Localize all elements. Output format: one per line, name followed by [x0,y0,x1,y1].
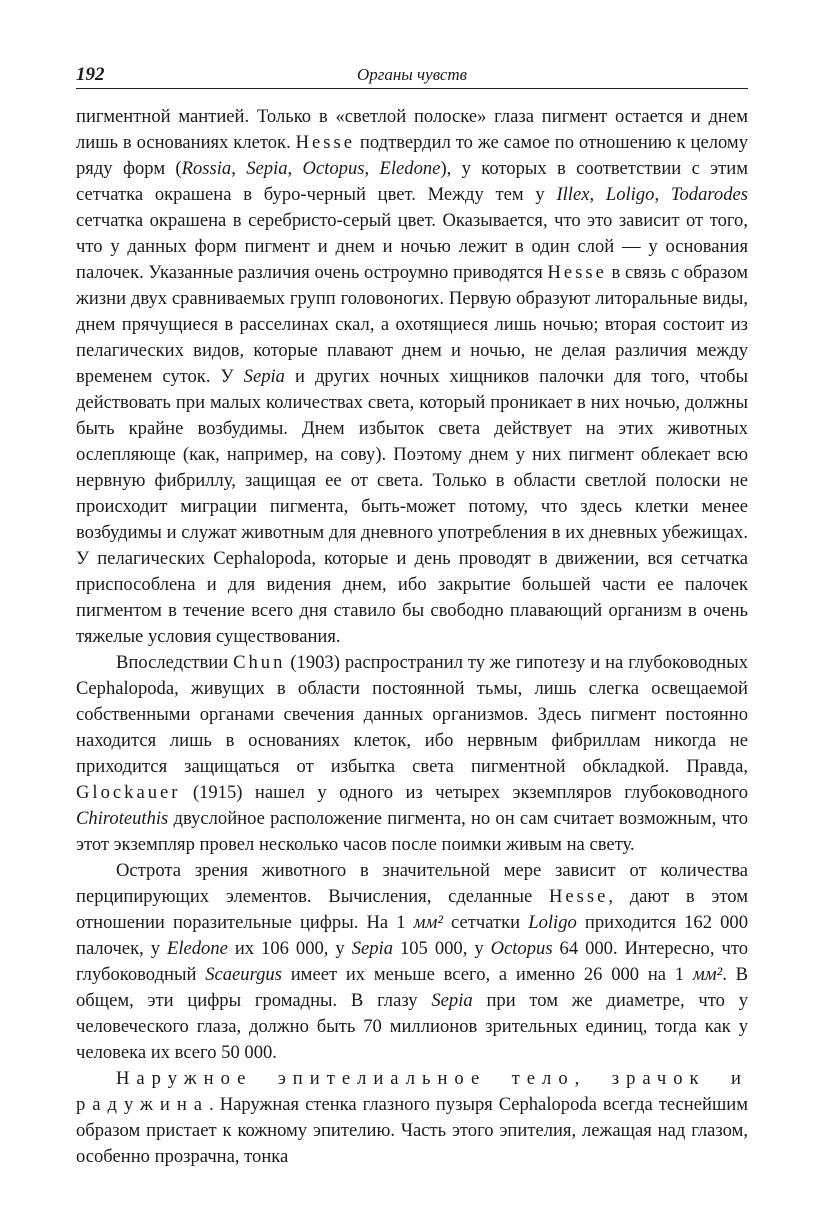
author-name: Hesse [295,132,356,153]
text-run: сетчатки [442,912,529,933]
author-name: Glockauer [76,782,181,803]
text-run: , [654,184,671,205]
italic-term: Chiroteuthis [76,808,169,829]
text-run: подтвердил то же самое по отношению к целому ряду форм ( [76,132,748,179]
text-run: (1915) нашел у одного из четырех экземпляров глубоководного [180,782,748,803]
paragraph [76,104,748,650]
text-run: при том же диаметре, что у человеческого глаза, должно быть 70 миллионов зрительных единиц, тогда как у человека их всего 50 000. [76,990,749,1063]
italic-term: Illex [556,184,590,205]
paragraph [76,650,748,858]
text-run: двуслойное расположение пигмента, но он сам считает возможным, что этот экземпляр провел несколько часов после поимки живым на свету. [76,808,748,855]
page-header [76,62,748,89]
italic-term: Loligo [605,184,655,205]
italic-term: Eledone [379,158,441,179]
text-run: , [589,184,606,205]
author-name: Chun [233,652,286,673]
text-run: . В общем, эти цифры громадны. В глазу [76,964,748,1011]
italic-term: Sepia [243,366,285,387]
italic-term: Rossia [181,158,232,179]
text-run: пигментной мантией. Только в «светлой полоске» глаза пигмент остается и днем лишь в основаниях клеток. [76,106,748,153]
italic-term: Sepia [351,938,393,959]
author-name: Hesse [548,886,609,907]
text-run: , [287,158,303,179]
section-heading: Наружное эпителиальное тело, зрачок и радужина [76,1068,748,1115]
text-run: 64 000. Интересно, что глубоководный [76,938,748,985]
text-run: (1903) распространил ту же гипотезу и на глубоководных Cephalopoda, живущих в области постоянной тьмы, лишь слегка освещаемой собственными органами свечения данных организмов. Здесь пигмент постоянно находится лишь в основаниях клеток, ибо нервным фибриллам никогда не приходится защищаться от избытка света пигментной обкладкой. Правда, [76,652,748,777]
italic-term: Todarodes [670,184,748,205]
text-run: , дают в этом отношении поразительные цифры. На 1 [76,886,748,933]
paragraph [76,858,748,1066]
text-run: Острота зрения животного в значительной мере зависит от количества перципирующих элементов. Вычисления, сделанные [76,860,748,907]
text-run: сетчатка окрашена в серебристо-серый цвет. Оказывается, что это зависит от того, что у данных форм пигмент и днем и ночью лежит в один слой — у основания палочек. Указанные различия очень остроумно приводятся [76,210,748,283]
text-run: , [231,158,247,179]
italic-term: Octopus [302,158,365,179]
italic-term: Loligo [528,912,577,933]
text-run: Впоследствии [116,652,234,673]
italic-term: Scaeurgus [205,964,282,985]
page-number: 192 [76,64,105,85]
paragraph [76,1066,748,1170]
running-title: Органы чувств [356,65,468,84]
text-run: их 106 000, у [227,938,352,959]
italic-term: мм² [692,964,723,985]
body-text [76,104,748,1170]
text-run: имеет их меньше всего, а именно 26 000 на 1 [281,964,693,985]
text-run: и других ночных хищников палочки для того, чтобы действовать при малых количествах света, который проникает в них ночью, должны быть крайне возбудимы. Днем избыток света действует на этих животных ослепляюще (как, например, на сову). Поэтому днем у них пигмент облекает всю нервную фибриллу, защищая ее от света. Только в области светлой полоски не происходит миграции пигмента, быть-может потому, что здесь клетки менее возбудимы и служат животным для дневного употребления в их дневных убежищах. У пелагических Cephalopoda, которые и день проводят в движении, вся сетчатка приспособлена и для видения днем, ибо закрытие большей части ее палочек пигментом в течение всего дня ставило бы свободно плавающий организм в очень тяжелые условия существования. [76,366,749,647]
italic-term: Sepia [431,990,473,1011]
text-run: 105 000, у [393,938,491,959]
text-run: приходится 162 000 палочек, у [76,912,749,959]
italic-term: Eledone [166,938,228,959]
text-run: . Наружная стенка глазного пузыря Cephalopoda всегда теснейшим образом пристает к кожному эпителию. Часть этого эпителия, лежащая над глазом, особенно прозрачна, тонка [76,1094,748,1167]
italic-term: Octopus [490,938,553,959]
italic-term: Sepia [246,158,288,179]
text-run: в связь с образом жизни двух сравниваемых групп головоногих. Первую образуют литоральные виды, днем прячущиеся в расселинах скал, а охотящиеся лишь ночью; вторая состоит из пелагических видов, которые плавают днем и ночью, не делая различия между временем суток. У [76,262,748,387]
text-run: ), у которых в соответствии с этим сетчатка окрашена в буро-черный цвет. Между тем у [76,158,748,205]
text-run: , [364,158,380,179]
italic-term: мм² [413,912,443,933]
author-name: Hesse [547,262,607,283]
